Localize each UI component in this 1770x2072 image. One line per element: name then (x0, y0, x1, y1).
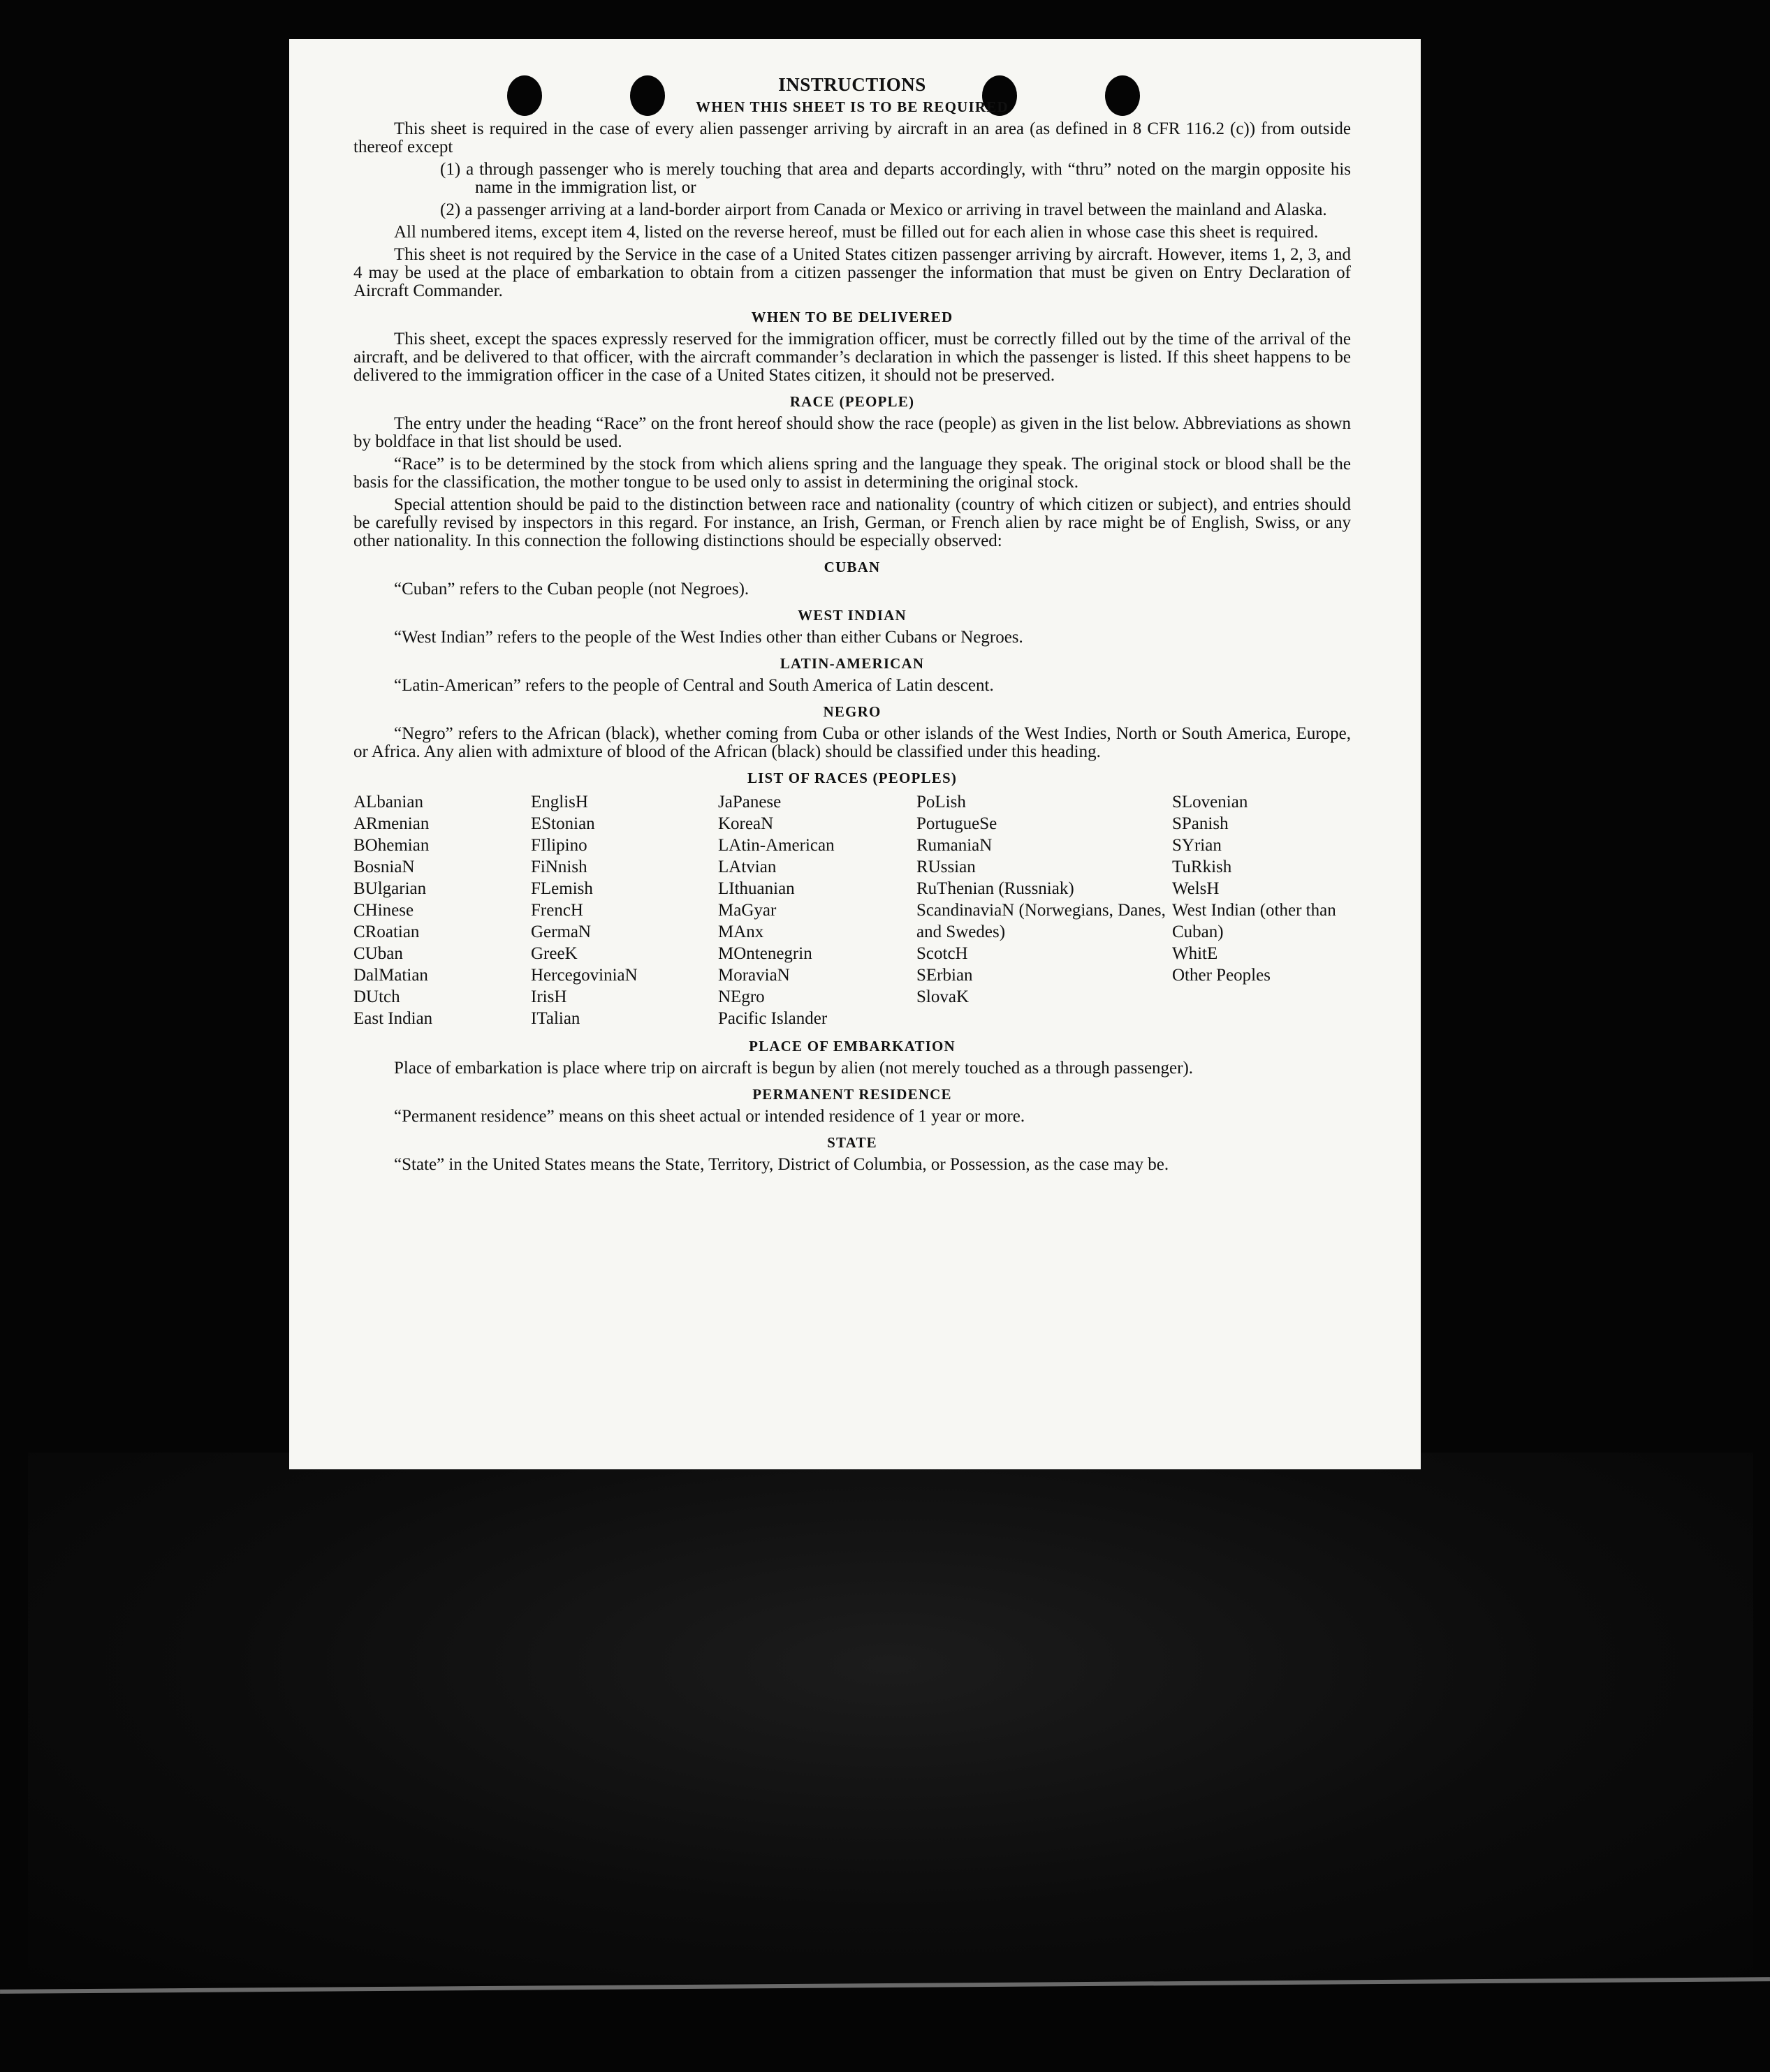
race-entry: LAtvian (718, 858, 777, 876)
race-entry: PortugueSe (916, 814, 997, 833)
race-entry: NEgro (718, 987, 765, 1006)
race-entry: MoraviaN (718, 966, 790, 985)
race-entry: GreeK (531, 944, 578, 963)
race-entry: BOhemian (353, 836, 430, 855)
section-heading-negro: NEGRO (823, 703, 882, 720)
paragraph: The entry under the heading “Race” on the front hereof should show the race (people) as given in the list below. Abbreviations as shown by boldface in that list should be used. (353, 414, 1351, 451)
race-entry: DUtch (353, 987, 400, 1006)
race-entry: CUban (353, 944, 403, 963)
race-entry: FiNnish (531, 858, 587, 876)
race-entry: LIthuanian (718, 879, 795, 898)
race-entry: MAnx (718, 923, 764, 941)
section-heading-latin-american: LATIN-AMERICAN (780, 655, 925, 672)
race-entry: SErbian (916, 966, 973, 985)
paragraph: “State” in the United States means the State, Territory, District of Columbia, or Possession, as the case may be. (394, 1155, 1169, 1174)
race-entry: MaGyar (718, 901, 777, 920)
paragraph: “West Indian” refers to the people of the West Indies other than either Cubans or Negroes. (394, 628, 1023, 647)
race-entry: Other Peoples (1172, 966, 1271, 985)
race-entry: EStonian (531, 814, 595, 833)
section-heading-race: RACE (PEOPLE) (789, 393, 915, 410)
races-column-1 (353, 791, 531, 1029)
race-entry: ScandinaviaN (Norwegians, Danes, and Swedes) (916, 901, 1166, 941)
paragraph: “Race” is to be determined by the stock from which aliens spring and the language they speak. The original stock or blood shall be the basis for the classification, the mother tongue to be used only to assist in determining the original stock. (353, 455, 1351, 492)
section-heading-embarkation: PLACE OF EMBARKATION (749, 1038, 956, 1055)
races-column-5 (1172, 791, 1351, 1029)
races-column-4 (916, 791, 1172, 1029)
race-entry: RUssian (916, 858, 976, 876)
races-column-2 (531, 791, 718, 1029)
race-entry: RuThenian (Russniak) (916, 879, 1074, 898)
paragraph: This sheet, except the spaces expressly reserved for the immigration officer, must be correctly filled out by the time of the arrival of the aircraft, and be delivered to that officer, with the aircraft commander’s declaration in which the passenger is listed. If this sheet happens to be delivered to the immigration officer in the case of a United States citizen, it should not be preserved. (353, 330, 1351, 385)
paragraph: “Permanent residence” means on this sheet actual or intended residence of 1 year or more. (394, 1107, 1025, 1126)
race-entry: BosniaN (353, 858, 415, 876)
race-entry: ALbanian (353, 793, 423, 811)
race-entry: CRoatian (353, 923, 420, 941)
race-entry: JaPanese (718, 793, 782, 811)
race-entry: West Indian (other than Cuban) (1172, 901, 1336, 941)
race-entry: FrencH (531, 901, 583, 920)
race-entry: LAtin-American (718, 836, 835, 855)
race-entry: IrisH (531, 987, 567, 1006)
paragraph: Special attention should be paid to the distinction between race and nationality (country of which citizen or subject), and entries should be carefully revised by inspectors in this regard. For instance, an Irish, German, or French alien by race might be of English, Swiss, or any other nationality. In this connection the following distinctions should be especially observed: (353, 495, 1351, 550)
paragraph: All numbered items, except item 4, listed on the reverse hereof, must be filled out for each alien in whose case this sheet is required. (394, 223, 1319, 242)
document-page (289, 39, 1421, 1469)
races-list (353, 791, 1351, 1029)
race-entry: HercegoviniaN (531, 966, 638, 985)
race-entry: East Indian (353, 1009, 433, 1028)
race-entry: SLovenian (1172, 793, 1248, 811)
race-entry: DalMatian (353, 966, 428, 985)
race-entry: SlovaK (916, 987, 969, 1006)
race-entry: WhitE (1172, 944, 1218, 963)
race-entry: SYrian (1172, 836, 1222, 855)
document-title: INSTRUCTIONS (778, 74, 926, 95)
section-heading-list-of-races: LIST OF RACES (PEOPLES) (747, 770, 958, 786)
paragraph: “Cuban” refers to the Cuban people (not Negroes). (394, 580, 749, 598)
section-heading-delivered: WHEN TO BE DELIVERED (751, 309, 953, 325)
race-entry: FLemish (531, 879, 593, 898)
race-entry: GermaN (531, 923, 592, 941)
race-entry: MOntenegrin (718, 944, 812, 963)
document-body (353, 74, 1351, 1178)
paragraph: “Latin-American” refers to the people of Central and South America of Latin descent. (394, 676, 994, 695)
race-entry: SPanish (1172, 814, 1229, 833)
race-entry: ITalian (531, 1009, 580, 1028)
race-entry: Pacific Islander (718, 1009, 828, 1028)
race-entry: WelsH (1172, 879, 1220, 898)
race-entry: KoreaN (718, 814, 774, 833)
section-heading-residence: PERMANENT RESIDENCE (752, 1086, 952, 1103)
race-entry: BUlgarian (353, 879, 427, 898)
race-entry: ScotcH (916, 944, 968, 963)
race-entry: FIlipino (531, 836, 587, 855)
paragraph: “Negro” refers to the African (black), whether coming from Cuba or other islands of the West Indies, North or South America, Europe, or Africa. Any alien with admixture of blood of the African (black) should be classified under this heading. (353, 724, 1351, 761)
section-heading-cuban: CUBAN (824, 559, 881, 575)
race-entry: EnglisH (531, 793, 588, 811)
list-item: (2) a passenger arriving at a land-border airport from Canada or Mexico or arriving in travel between the mainland and Alaska. (440, 200, 1327, 219)
race-entry: RumaniaN (916, 836, 993, 855)
paragraph: This sheet is not required by the Service in the case of a United States citizen passenger arriving by aircraft. However, items 1, 2, 3, and 4 may be used at the place of embarkation to obtain from a citizen passenger the information that must be given on Entry Declaration of Aircraft Commander. (353, 245, 1351, 300)
paragraph: Place of embarkation is place where trip on aircraft is begun by alien (not merely touched as a through passenger). (394, 1059, 1194, 1078)
race-entry: CHinese (353, 901, 414, 920)
film-background (28, 1453, 1753, 1983)
list-item: (1) a through passenger who is merely touching that area and departs accordingly, with “thru” noted on the margin opposite his name in the immigration list, or (440, 160, 1351, 197)
race-entry: ARmenian (353, 814, 430, 833)
race-entry: TuRkish (1172, 858, 1232, 876)
paragraph: This sheet is required in the case of every alien passenger arriving by aircraft in an area (as defined in 8 CFR 116.2 (c)) from outside thereof except (353, 119, 1351, 156)
race-entry: PoLish (916, 793, 966, 811)
section-heading-required: WHEN THIS SHEET IS TO BE REQUIRED (696, 98, 1009, 115)
races-column-3 (718, 791, 916, 1029)
section-heading-west-indian: WEST INDIAN (798, 607, 907, 624)
section-heading-state: STATE (827, 1134, 877, 1151)
